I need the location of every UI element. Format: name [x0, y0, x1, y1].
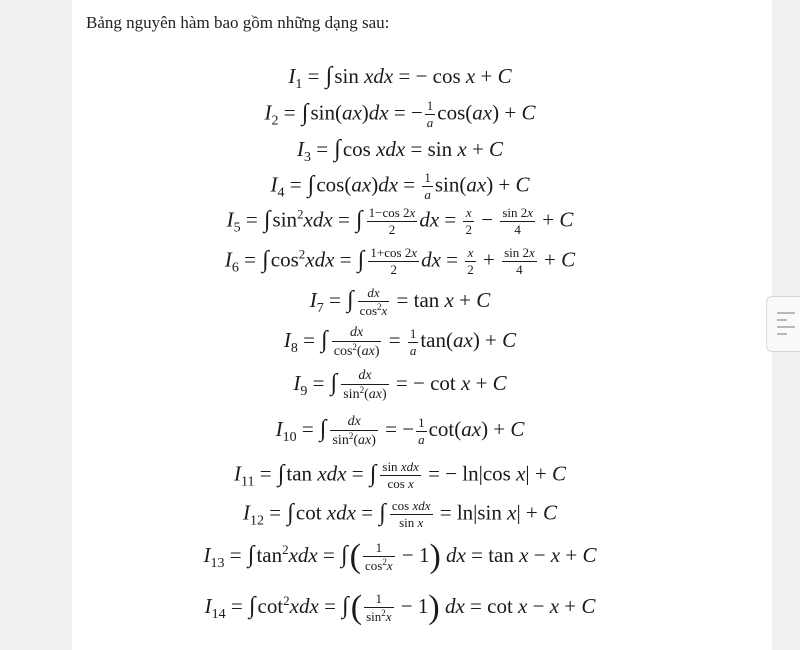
formula-i1: $I_1 = \int\sin$ xdx = − cos x + C	[288, 63, 512, 92]
formula-i6: $I_6 = \int\cos^2xdx$ = ∫ $\frac{1+\cos 2x}{2}$ dx = $\frac{x}{2}$ + $\frac{\sin 2x}{4}$ + C	[224, 245, 576, 278]
formula-i11: $I_{11} = \int\tan$ xdx = ∫ $\frac{\text{sin xdx}}{\text{cos x}}$ = − ln|cos x| + C	[234, 459, 566, 492]
formula-i2: $I_2 = \int\sin(ax)dx$ = − $\frac{1}{a}$ cos(ax) + C	[264, 98, 536, 131]
formula-i14: $I_{14} = \int\cot^2xdx$ = ∫( $\frac{1}{\sin^2x}$ − 1) dx = cot x − x + C	[204, 589, 596, 626]
formula-i4: $I_4 = \int\cos(ax)dx$ = $\frac{1}{a}$ sin(ax) + C	[270, 170, 530, 203]
list-icon	[777, 312, 795, 340]
side-panel-toggle[interactable]	[766, 296, 800, 352]
formula-i10: $I_{10}$ = ∫ $\frac{dx}{\sin^2(ax)}$ = − $\frac{1}{a}$ cot(ax) + C	[275, 414, 525, 449]
formula-i9: $I_9$ = ∫ $\frac{dx}{\sin^2(ax)}$ = − cot x + C	[293, 368, 507, 403]
formula-i7: $I_7$ = ∫ $\frac{dx}{\cos^2x}$ = tan x + C	[309, 285, 491, 319]
intro-text: Bảng nguyên hàm bao gồm những dạng sau:	[86, 13, 390, 32]
formula-i8: $I_8$ = ∫ $\frac{dx}{\cos^2(ax)}$ = $\frac{1}{a}$ tan(ax) + C	[283, 325, 517, 360]
formula-i13: $I_{13} = \int\tan^2xdx$ = ∫( $\frac{1}{\cos^2x}$ − 1) dx = tan x − x + C	[203, 538, 597, 575]
formula-i5: $I_5 = \int\sin^2xdx$ = ∫ $\frac{1-\cos 2x}{2}$ dx = $\frac{x}{2}$ − $\frac{\sin 2x}{4}$ + C	[226, 205, 574, 238]
formula-i3: $I_3 = \int\cos$ xdx = sin x + C	[296, 136, 504, 165]
formula-i12: $I_{12} = \int\cot$ xdx = ∫ $\frac{\text{cos xdx}}{\text{sin x}}$ = ln|sin x| + C	[242, 498, 558, 531]
